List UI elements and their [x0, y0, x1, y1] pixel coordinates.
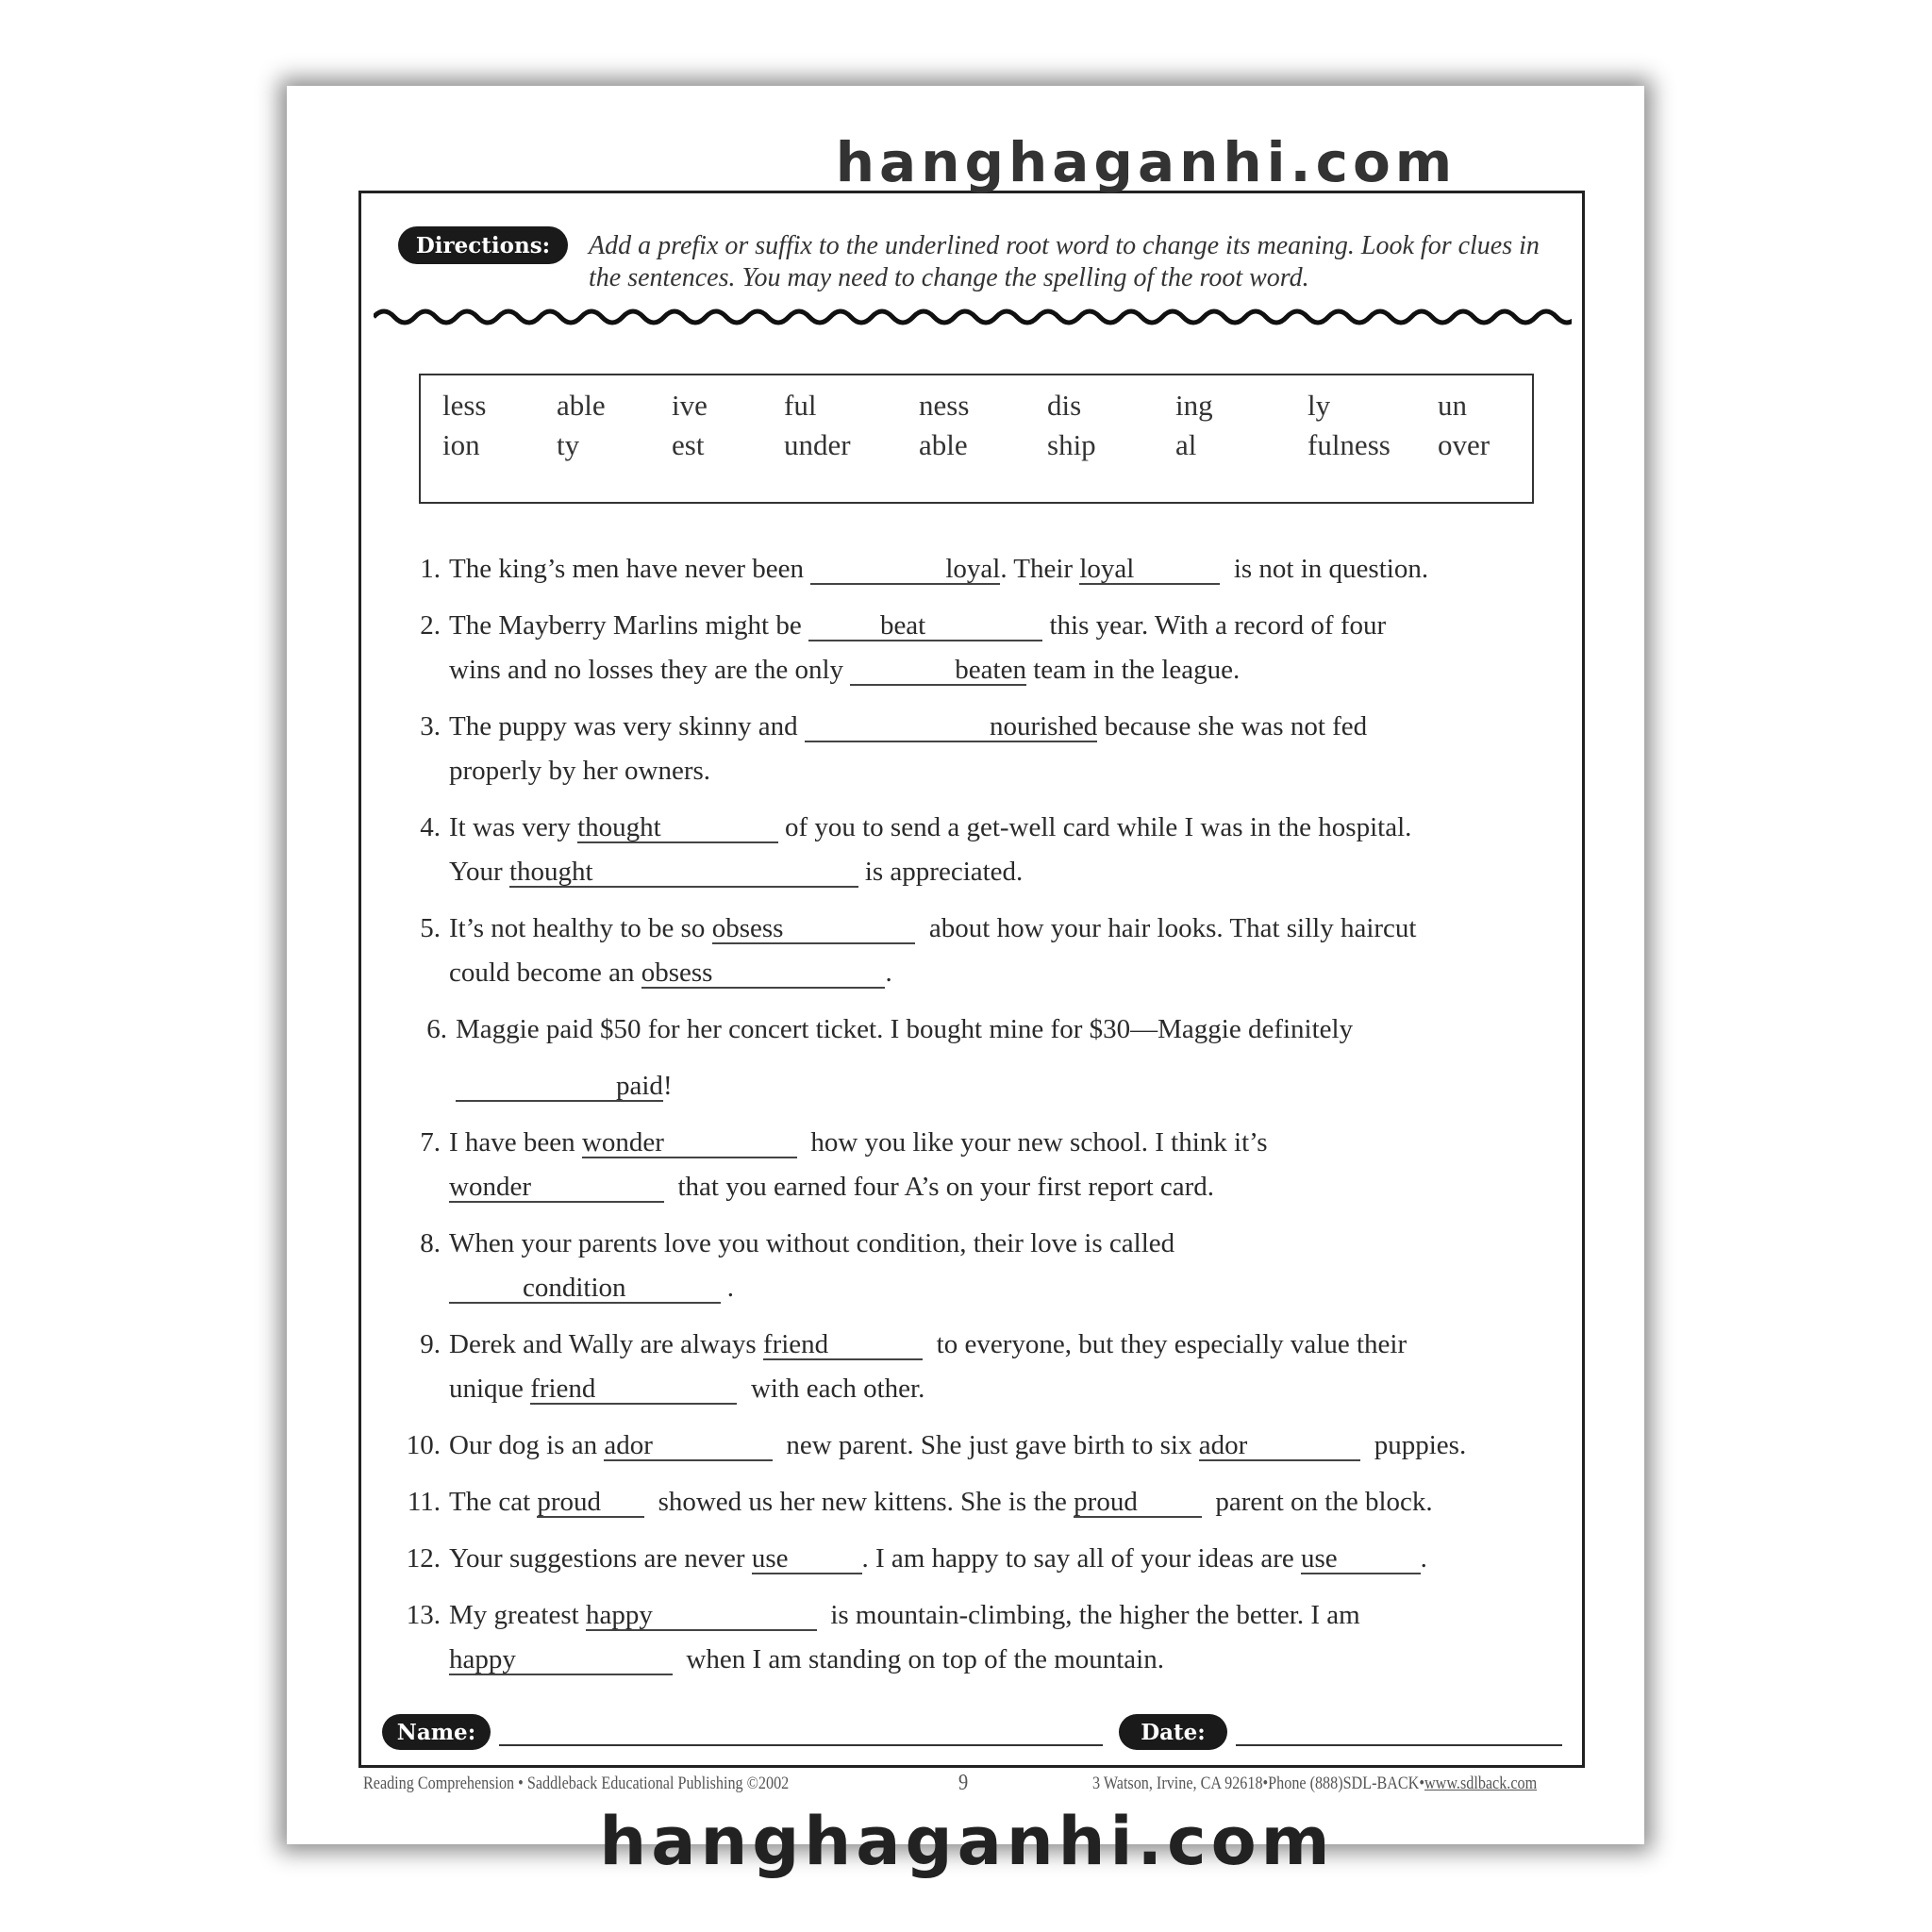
answer-blank[interactable]: thought	[509, 858, 858, 888]
sentence-text: how you like your new school. I think it’s	[796, 1127, 1268, 1158]
question-text	[449, 604, 1386, 648]
sentence-text: is appreciated.	[858, 857, 1024, 887]
word-bank-item: ty	[557, 428, 580, 461]
answer-blank[interactable]: paid	[456, 1072, 663, 1102]
question-text	[449, 1424, 1466, 1468]
question-number: 7.	[420, 1127, 441, 1158]
sentence-text: . Their	[1000, 554, 1080, 584]
sentence-text: puppies.	[1360, 1430, 1467, 1460]
sentence-text: !	[662, 1071, 673, 1101]
sentence-text: The king’s men have never been	[449, 554, 811, 584]
question-item	[377, 705, 1566, 793]
sentence-text: team in the league.	[1025, 655, 1241, 685]
sentence-text: wins and no losses they are the only	[449, 655, 851, 685]
question-number: 11.	[407, 1487, 441, 1517]
question-number: 13.	[406, 1600, 441, 1630]
sentence-text: The Mayberry Marlins might be	[449, 610, 808, 641]
directions-badge: Directions:	[398, 226, 568, 264]
question-item	[377, 907, 1566, 995]
question-list	[377, 547, 1566, 1694]
word-bank-item: ship	[1047, 428, 1096, 461]
footer-address-text: 3 Watson, Irvine, CA 92618•Phone (888)SDL-BACK•	[1092, 1774, 1424, 1793]
sentence-text: My greatest	[449, 1600, 586, 1630]
sentence-text: Our dog is an	[449, 1430, 605, 1460]
question-text	[449, 1121, 1267, 1165]
question-text	[449, 749, 710, 793]
word-bank-item: ing	[1175, 389, 1213, 422]
sentence-text: could become an	[449, 958, 641, 988]
question-text	[449, 1537, 1427, 1581]
sentence-text: properly by her owners.	[449, 756, 711, 786]
question-text	[449, 547, 1428, 591]
question-text	[449, 1480, 1433, 1524]
answer-blank[interactable]: nourished	[805, 712, 1097, 742]
answer-blank[interactable]: happy	[449, 1645, 673, 1675]
question-number: 8.	[420, 1228, 441, 1258]
question-number: 4.	[420, 812, 441, 842]
sentence-text: The puppy was very skinny and	[449, 711, 805, 741]
question-item	[384, 1008, 1566, 1108]
answer-blank[interactable]: ador	[604, 1431, 773, 1461]
page-number: 9	[958, 1771, 969, 1795]
answer-blank[interactable]: loyal	[1079, 555, 1220, 585]
question-text	[449, 951, 892, 995]
answer-blank[interactable]: condition	[449, 1274, 721, 1304]
question-text	[449, 705, 1367, 749]
word-bank-item: able	[919, 428, 968, 461]
footer-address	[1092, 1774, 1537, 1794]
question-item	[377, 1537, 1566, 1581]
wavy-divider	[374, 304, 1572, 332]
sentence-text: of you to send a get-well card while I was in the hospital.	[777, 812, 1412, 842]
directions-text: Add a prefix or suffix to the underlined root word to change its meaning. Look for clues in the sentences. You may need to change the spelling of the root word.	[589, 231, 1540, 292]
sentence-text: It’s not healthy to be so	[449, 913, 712, 943]
answer-blank[interactable]: proud	[537, 1488, 644, 1518]
date-badge: Date:	[1119, 1714, 1227, 1750]
answer-blank[interactable]: loyal	[810, 555, 1000, 585]
question-number: 2.	[420, 610, 441, 641]
question-text	[456, 1008, 1353, 1052]
sentence-text: with each other.	[737, 1374, 925, 1404]
answer-blank[interactable]: beaten	[850, 656, 1026, 686]
date-field[interactable]	[1236, 1744, 1562, 1746]
name-field[interactable]	[499, 1744, 1103, 1746]
question-number: 6.	[426, 1014, 447, 1044]
footer-url-link[interactable]: www.sdlback.com	[1424, 1774, 1538, 1793]
question-item	[377, 604, 1566, 692]
question-number: 1.	[420, 554, 441, 584]
sentence-text: . I am happy to say all of your ideas are	[861, 1543, 1301, 1574]
name-badge: Name:	[382, 1714, 491, 1750]
word-bank-item: over	[1438, 428, 1491, 461]
sentence-text: is mountain-climbing, the higher the better. I am	[816, 1600, 1360, 1630]
word-bank-item: est	[672, 428, 705, 461]
sentence-text: The cat	[449, 1487, 538, 1517]
question-item	[377, 1424, 1566, 1468]
footer-credit: Reading Comprehension • Saddleback Educational Publishing ©2002	[363, 1774, 790, 1793]
sentence-text: When your parents love you without condition, their love is called	[449, 1228, 1175, 1258]
word-bank-item: fulness	[1307, 428, 1391, 461]
answer-blank[interactable]: ador	[1199, 1431, 1361, 1461]
question-text	[449, 907, 1416, 951]
question-text	[449, 1222, 1174, 1266]
answer-blank[interactable]: obsess	[712, 914, 916, 944]
sentence-text: Derek and Wally are always	[449, 1329, 763, 1359]
word-bank-item: un	[1438, 389, 1467, 422]
sentence-text: I have been	[449, 1127, 582, 1158]
sentence-text: about how your hair looks. That silly haircut	[915, 913, 1417, 943]
word-bank-item: able	[557, 389, 606, 422]
word-bank-item: ness	[919, 389, 970, 422]
answer-blank[interactable]: beat	[808, 611, 1042, 641]
sentence-text: parent on the block.	[1201, 1487, 1433, 1517]
sentence-text: showed us her new kittens. She is the	[644, 1487, 1074, 1517]
question-item	[377, 1121, 1566, 1209]
word-bank-item: less	[442, 389, 487, 422]
watermark-top: hanghaganhi.com	[835, 130, 1457, 194]
sentence-text: unique	[449, 1374, 531, 1404]
sentence-text: to everyone, but they especially value their	[923, 1329, 1407, 1359]
answer-blank[interactable]: wonder	[449, 1173, 664, 1203]
word-bank-item: ive	[672, 389, 708, 422]
sentence-text: is not in question.	[1220, 554, 1429, 584]
sentence-text: Maggie paid $50 for her concert ticket. I bought mine for $30—Maggie definitely	[456, 1014, 1354, 1044]
word-bank-item: ion	[442, 428, 480, 461]
sentence-text: .	[885, 958, 892, 988]
question-text	[449, 806, 1411, 850]
answer-blank[interactable]: thought	[577, 813, 778, 843]
answer-blank[interactable]: wonder	[582, 1128, 797, 1158]
question-item	[377, 1222, 1566, 1310]
question-item	[377, 1593, 1566, 1682]
sentence-text: new parent. She just gave birth to six	[772, 1430, 1199, 1460]
question-text	[449, 648, 1240, 692]
answer-blank[interactable]: use	[1301, 1544, 1421, 1574]
question-item	[377, 1323, 1566, 1411]
sentence-text: Your	[449, 857, 509, 887]
question-text	[449, 850, 1023, 894]
question-text	[449, 1367, 924, 1411]
sentence-text: because she was not fed	[1097, 711, 1368, 741]
question-text	[449, 1165, 1214, 1209]
word-bank-item: under	[784, 428, 851, 461]
question-number: 9.	[420, 1329, 441, 1359]
question-number: 3.	[420, 711, 441, 741]
word-bank-item: ful	[784, 389, 817, 422]
question-text	[449, 1266, 734, 1310]
sentence-text: this year. With a record of four	[1042, 610, 1387, 641]
question-text	[449, 1593, 1360, 1638]
sentence-text: Your suggestions are never	[449, 1543, 752, 1574]
answer-blank[interactable]: friend	[763, 1330, 923, 1360]
question-item	[377, 547, 1566, 591]
sentence-text: that you earned four A’s on your first report card.	[663, 1172, 1215, 1202]
question-item	[377, 806, 1566, 894]
question-text	[449, 1323, 1407, 1367]
answer-blank[interactable]: proud	[1074, 1488, 1202, 1518]
word-bank-item: dis	[1047, 389, 1082, 422]
sentence-text: .	[720, 1273, 735, 1303]
question-number: 12.	[406, 1543, 441, 1574]
sentence-text: .	[1420, 1543, 1427, 1574]
question-item	[377, 1480, 1566, 1524]
word-bank-item: ly	[1307, 389, 1331, 422]
question-text	[456, 1064, 673, 1108]
answer-blank[interactable]: happy	[586, 1601, 817, 1631]
answer-blank[interactable]: friend	[530, 1374, 737, 1405]
sentence-text: It was very	[449, 812, 578, 842]
answer-blank[interactable]: obsess	[641, 958, 886, 989]
watermark-bottom: hanghaganhi.com	[599, 1803, 1335, 1880]
question-text	[449, 1638, 1164, 1682]
word-bank-item: al	[1175, 428, 1197, 461]
sentence-text: when I am standing on top of the mountain.	[672, 1644, 1164, 1674]
question-number: 10.	[406, 1430, 441, 1460]
question-number: 5.	[420, 913, 441, 943]
answer-blank[interactable]: use	[752, 1544, 862, 1574]
